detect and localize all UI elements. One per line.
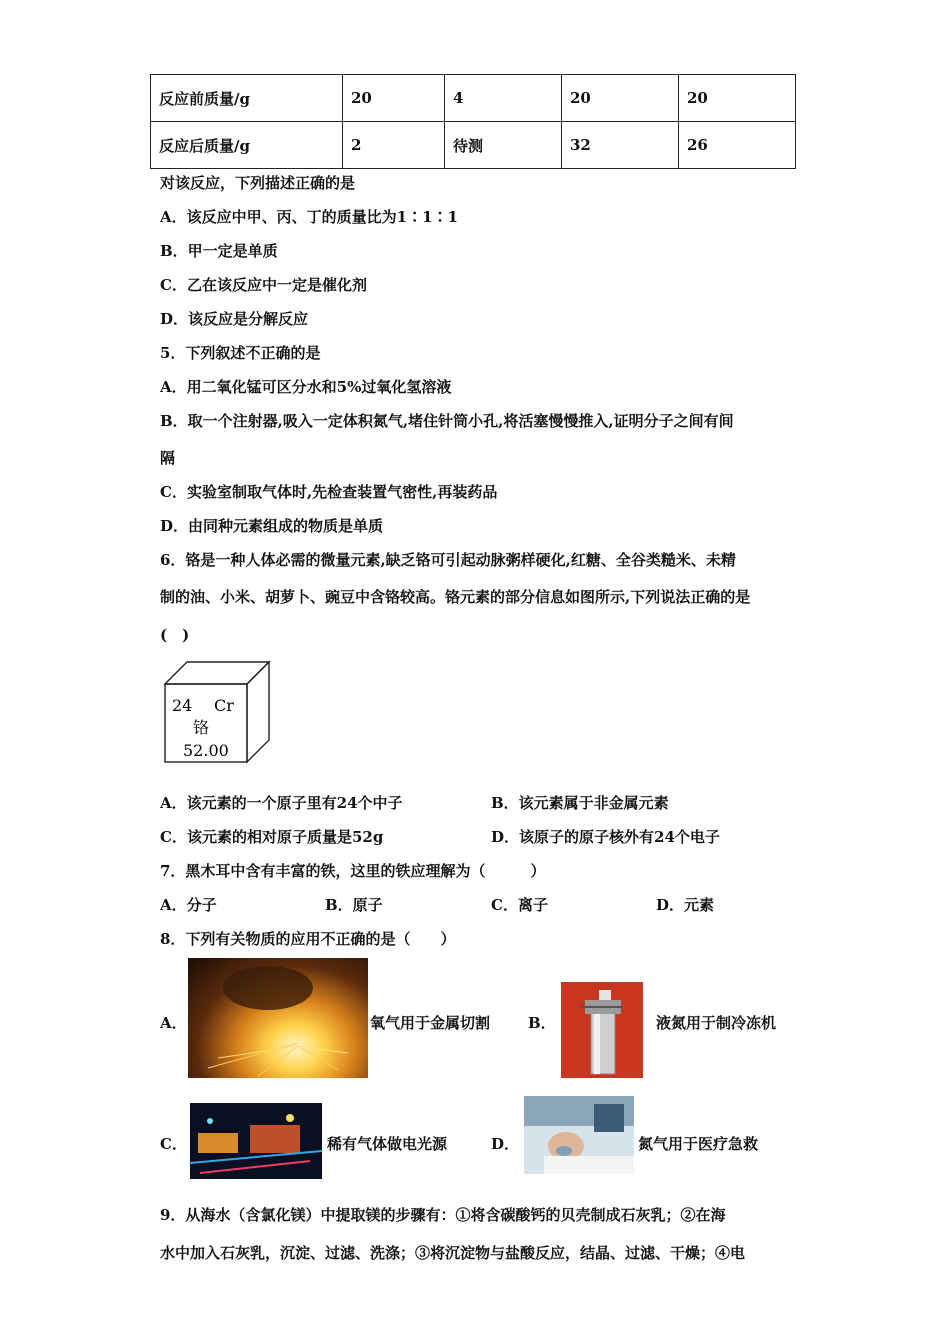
table-cell: 反应前质量/g — [151, 75, 343, 122]
table-cell: 待测 — [445, 122, 562, 169]
table-cell: 20 — [562, 75, 679, 122]
freezer-photo — [561, 982, 643, 1078]
q6-option-a: A．该元素的一个原子里有24个中子 — [160, 794, 403, 812]
q6-option-b: B．该元素属于非金属元素 — [491, 794, 669, 812]
element-mass: 52.00 — [183, 741, 229, 760]
q4-stem: 对该反应，下列描述正确的是 — [160, 174, 356, 192]
q5-option-a: A．用二氧化锰可区分水和5%过氧化氢溶液 — [160, 378, 452, 396]
q6-option-d: D．该原子的原子核外有24个电子 — [491, 828, 720, 846]
table-cell: 20 — [679, 75, 796, 122]
table-cell: 2 — [343, 122, 445, 169]
q5-option-d: D．由同种元素组成的物质是单质 — [160, 517, 384, 535]
q9-stem-line2: 水中加入石灰乳，沉淀、过滤、洗涤；③将沉淀物与盐酸反应，结晶、过滤、干燥；④电 — [160, 1244, 746, 1262]
metal-cutting-photo — [188, 958, 368, 1078]
q5-option-b-line2: 隔 — [160, 449, 176, 467]
q5-option-b-line1: B．取一个注射器,吸入一定体积氮气,堵住针筒小孔,将活塞慢慢推入,证明分子之间有间 — [160, 412, 734, 430]
q8-option-c-text: 稀有气体做电光源 — [327, 1135, 448, 1153]
q8-option-d-text: 氮气用于医疗急救 — [638, 1135, 759, 1153]
q8-option-a-label: A． — [160, 1014, 187, 1032]
table-cell: 32 — [562, 122, 679, 169]
q8-option-d-label: D． — [491, 1135, 520, 1153]
q6-stem-line2: 制的油、小米、胡萝卜、豌豆中含铬较高。铬元素的部分信息如图所示,下列说法正确的是 — [160, 588, 751, 606]
q7-option-a: A．分子 — [160, 896, 217, 914]
q5-stem: 5．下列叙述不正确的是 — [160, 344, 321, 362]
neon-lights-photo — [190, 1103, 322, 1179]
mass-table — [150, 74, 796, 169]
q4-option-a: A．该反应中甲、丙、丁的质量比为1∶1∶1 — [160, 208, 458, 226]
table-cell: 反应后质量/g — [151, 122, 343, 169]
table-row — [151, 122, 796, 169]
q7-option-c: C．离子 — [491, 896, 548, 914]
element-number: 24 — [172, 696, 193, 715]
table-cell: 26 — [679, 122, 796, 169]
q8-option-b-text: 液氮用于制冷冻机 — [656, 1014, 777, 1032]
table-cell: 4 — [445, 75, 562, 122]
element-name: 铬 — [193, 718, 210, 737]
q6-stem-line1: 6．铬是一种人体必需的微量元素,缺乏铬可引起动脉粥样硬化,红糖、全谷类糙米、未精 — [160, 551, 736, 569]
q7-option-d: D．元素 — [656, 896, 715, 914]
table-cell: 20 — [343, 75, 445, 122]
q5-option-c: C．实验室制取气体时,先检查装置气密性,再装药品 — [160, 483, 498, 501]
q8-option-b-label: B． — [528, 1014, 556, 1032]
q7-stem: 7．黑木耳中含有丰富的铁，这里的铁应理解为（ ） — [160, 862, 546, 880]
q4-option-b: B．甲一定是单质 — [160, 242, 278, 260]
q8-option-c-label: C． — [160, 1135, 187, 1153]
q7-option-b: B．原子 — [325, 896, 383, 914]
element-symbol: Cr — [214, 696, 234, 715]
element-cube-figure — [162, 660, 272, 764]
q6-option-c: C．该元素的相对原子质量是52g — [160, 828, 384, 846]
q4-option-d: D．该反应是分解反应 — [160, 310, 309, 328]
q8-option-a-text: 氧气用于金属切割 — [370, 1014, 491, 1032]
q6-stem-line3: ( ) — [160, 626, 190, 644]
q9-stem-line1: 9．从海水（含氯化镁）中提取镁的步骤有：①将含碳酸钙的贝壳制成石灰乳；②在海 — [160, 1206, 726, 1224]
q8-stem: 8．下列有关物质的应用不正确的是（ ） — [160, 930, 456, 948]
q4-option-c: C．乙在该反应中一定是催化剂 — [160, 276, 367, 294]
medical-emergency-photo — [524, 1096, 634, 1174]
table-row — [151, 75, 796, 122]
